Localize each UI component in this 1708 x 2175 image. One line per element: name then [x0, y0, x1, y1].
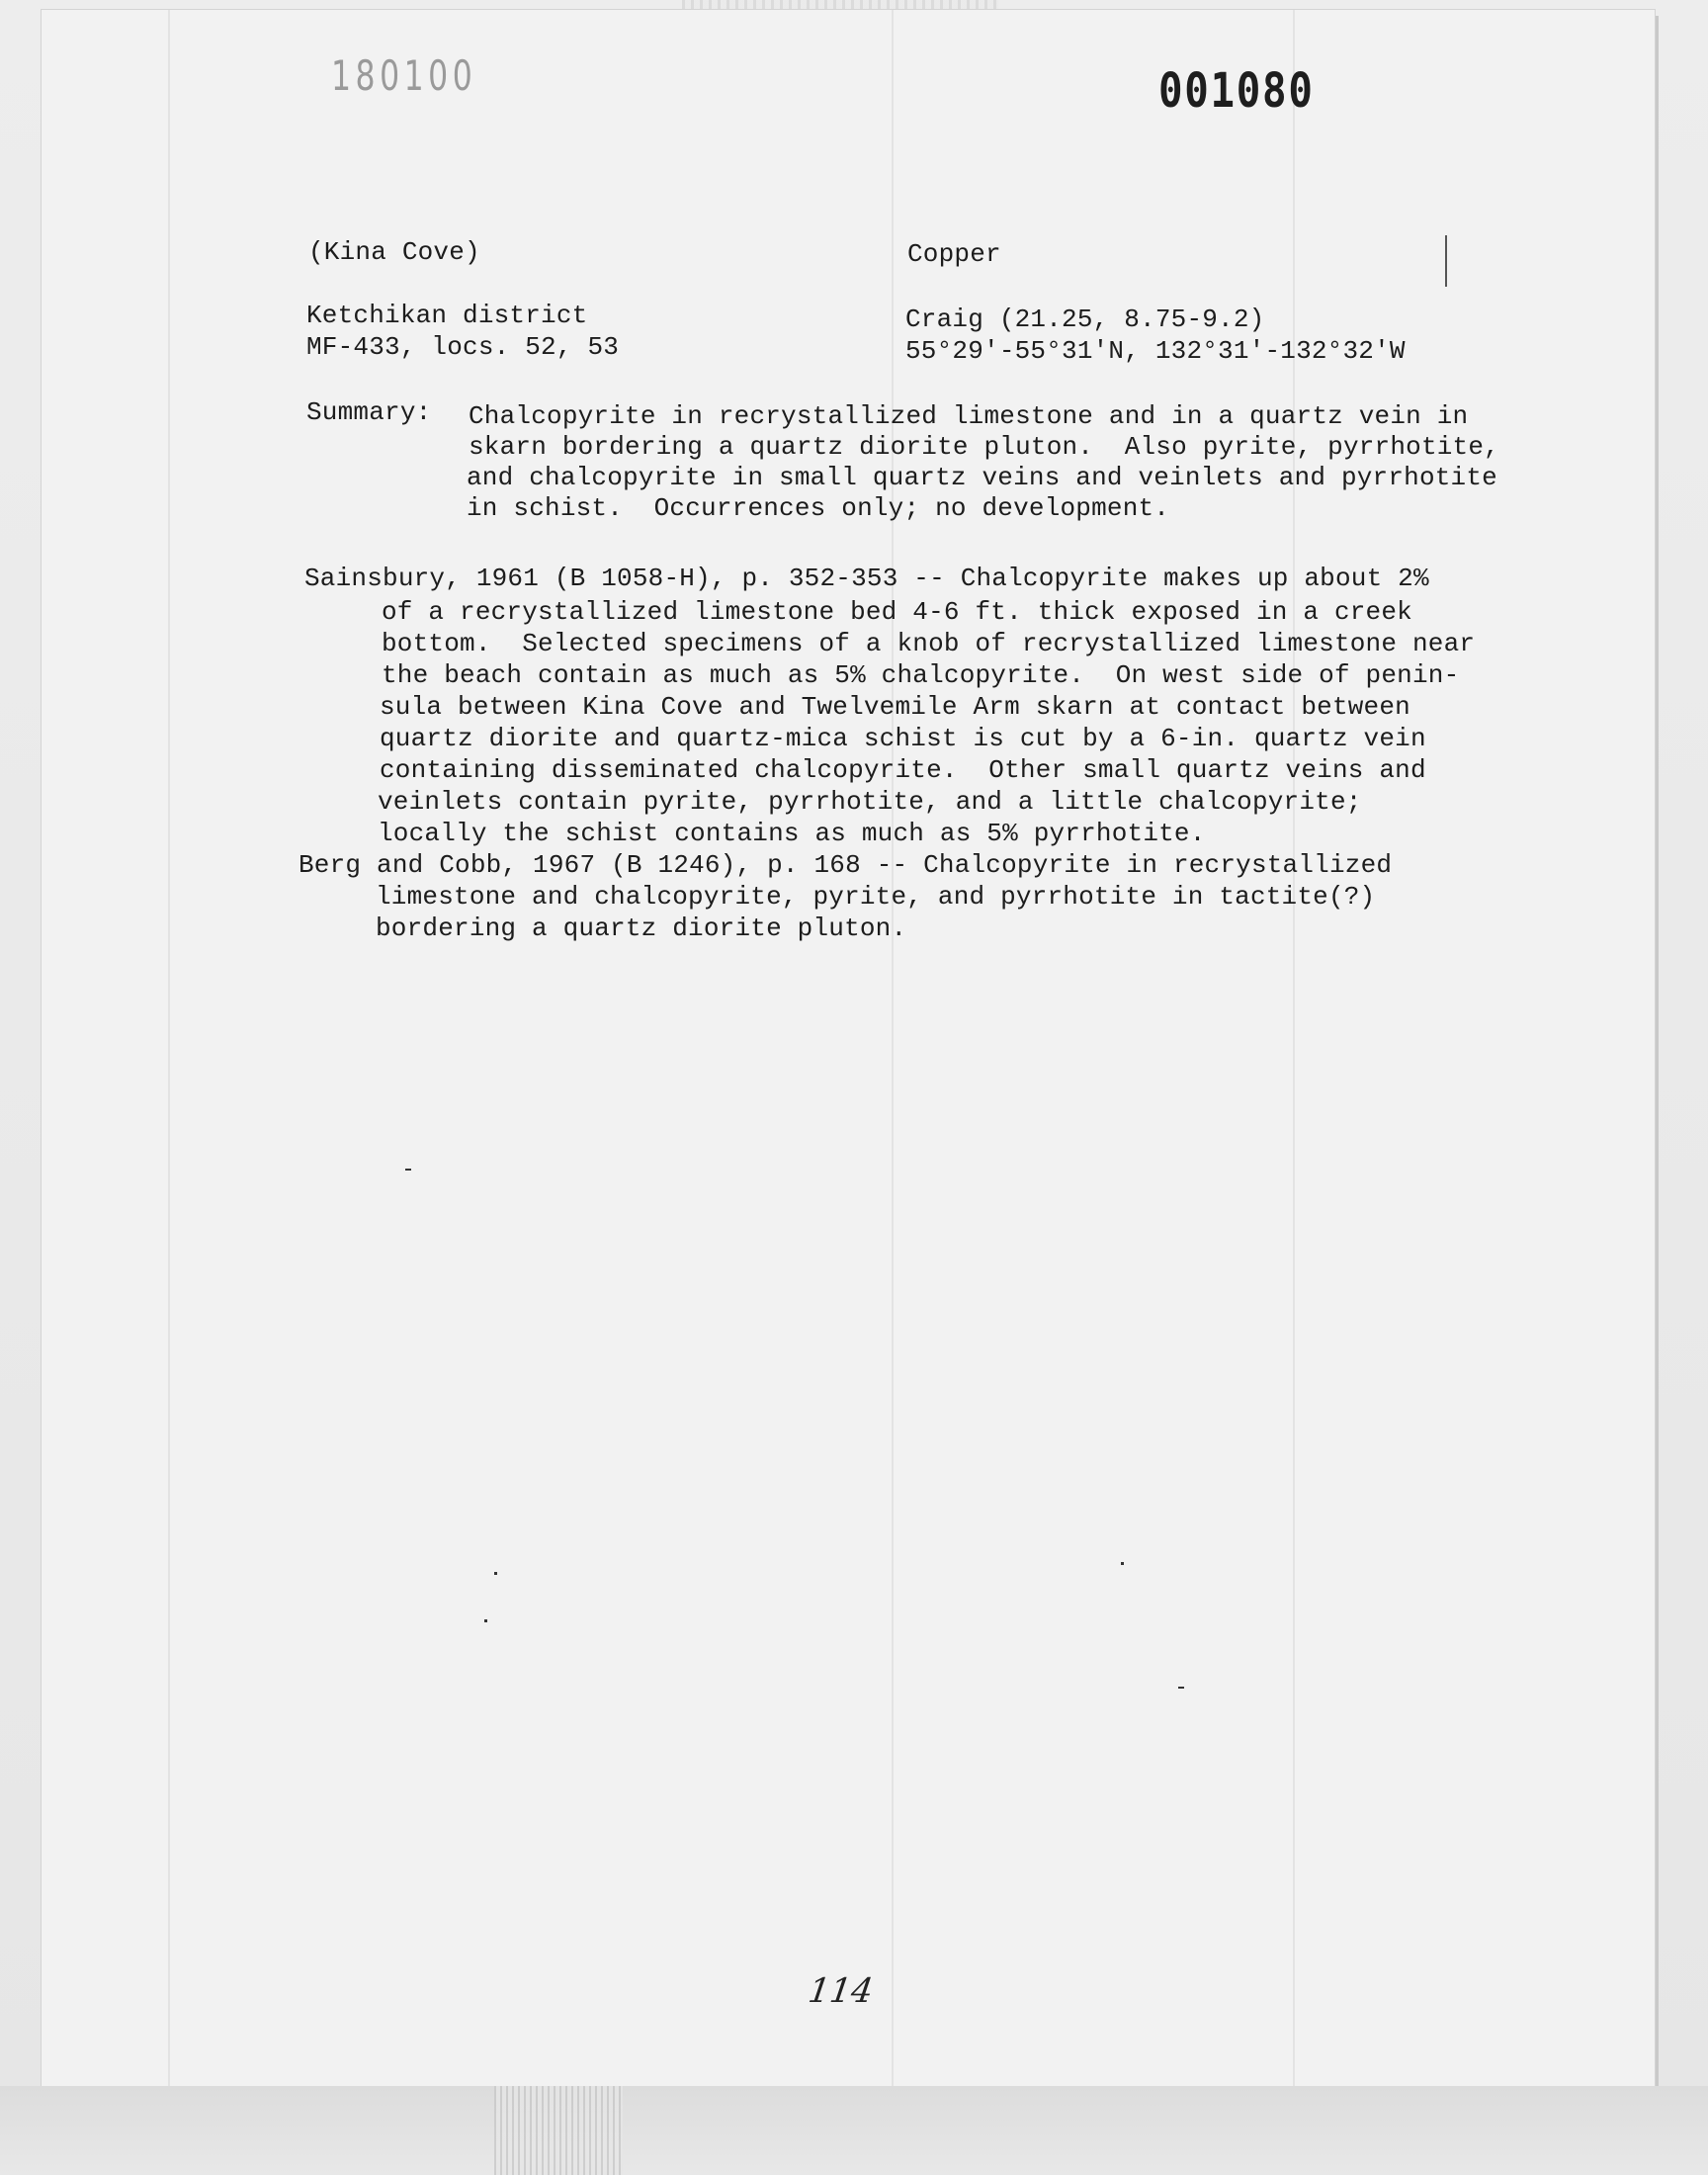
scan-fold-line [1293, 10, 1295, 2094]
scan-speck [484, 1619, 487, 1622]
map-reference: MF-433, locs. 52, 53 [306, 332, 620, 362]
scan-speck [1121, 1562, 1124, 1565]
margin-mark [1445, 235, 1447, 287]
scan-speck [405, 1169, 411, 1171]
summary-line: skarn bordering a quartz diorite pluton. Also pyrite, pyrrhotite, [469, 432, 1499, 462]
scan-bottom-margin [0, 2086, 1708, 2175]
stamp-number-left: 180100 [331, 51, 477, 100]
reference-line: of a recrystallized limestone bed 4-6 ft. thick exposed in a creek [382, 597, 1412, 627]
reference-line: locally the schist contains as much as 5% pyrrhotite. [378, 819, 1206, 848]
reference-line: containing disseminated chalcopyrite. Other small quartz veins and [380, 755, 1426, 785]
scan-speck [494, 1572, 497, 1575]
deposit-name: (Kina Cove) [308, 237, 480, 267]
document-page [42, 10, 1655, 2094]
reference-line: veinlets contain pyrite, pyrrhotite, and a little chalcopyrite; [378, 787, 1362, 817]
quadrangle: Craig (21.25, 8.75-9.2) [905, 304, 1265, 334]
coordinates: 55°29'-55°31'N, 132°31'-132°32'W [905, 336, 1406, 366]
reference-line: sula between Kina Cove and Twelvemile Arm skarn at contact between [380, 692, 1410, 722]
reference-line: the beach contain as much as 5% chalcopyrite. On west side of penin- [382, 660, 1460, 690]
reference-citation: Berg and Cobb, 1967 (B 1246), p. 168 -- Chalcopyrite in recrystallized [299, 850, 1393, 880]
summary-line: in schist. Occurrences only; no development. [467, 493, 1170, 523]
scan-fold-line [892, 10, 894, 2094]
district: Ketchikan district [306, 301, 588, 330]
reference-line: quartz diorite and quartz-mica schist is cut by a 6-in. quartz vein [380, 724, 1426, 753]
summary-line: Chalcopyrite in recrystallized limestone and in a quartz vein in [469, 401, 1469, 431]
scan-fold-line [168, 10, 170, 2094]
stamp-number-right: 001080 [1158, 63, 1315, 119]
reference-line: bottom. Selected specimens of a knob of recrystallized limestone near [382, 629, 1476, 658]
scan-speck [1178, 1687, 1184, 1689]
reference-citation: Sainsbury, 1961 (B 1058-H), p. 352-353 -- Chalcopyrite makes up about 2% [304, 564, 1429, 593]
summary-line: and chalcopyrite in small quartz veins and veinlets and pyrrhotite [467, 463, 1497, 492]
reference-line: limestone and chalcopyrite, pyrite, and pyrrhotite in tactite(?) [376, 882, 1376, 912]
commodity: Copper [907, 239, 1001, 269]
page-number: 114 [806, 1971, 876, 2011]
summary-label: Summary: [306, 397, 432, 427]
reference-line: bordering a quartz diorite pluton. [376, 914, 907, 943]
scan-artifact-bottom [494, 2086, 623, 2175]
